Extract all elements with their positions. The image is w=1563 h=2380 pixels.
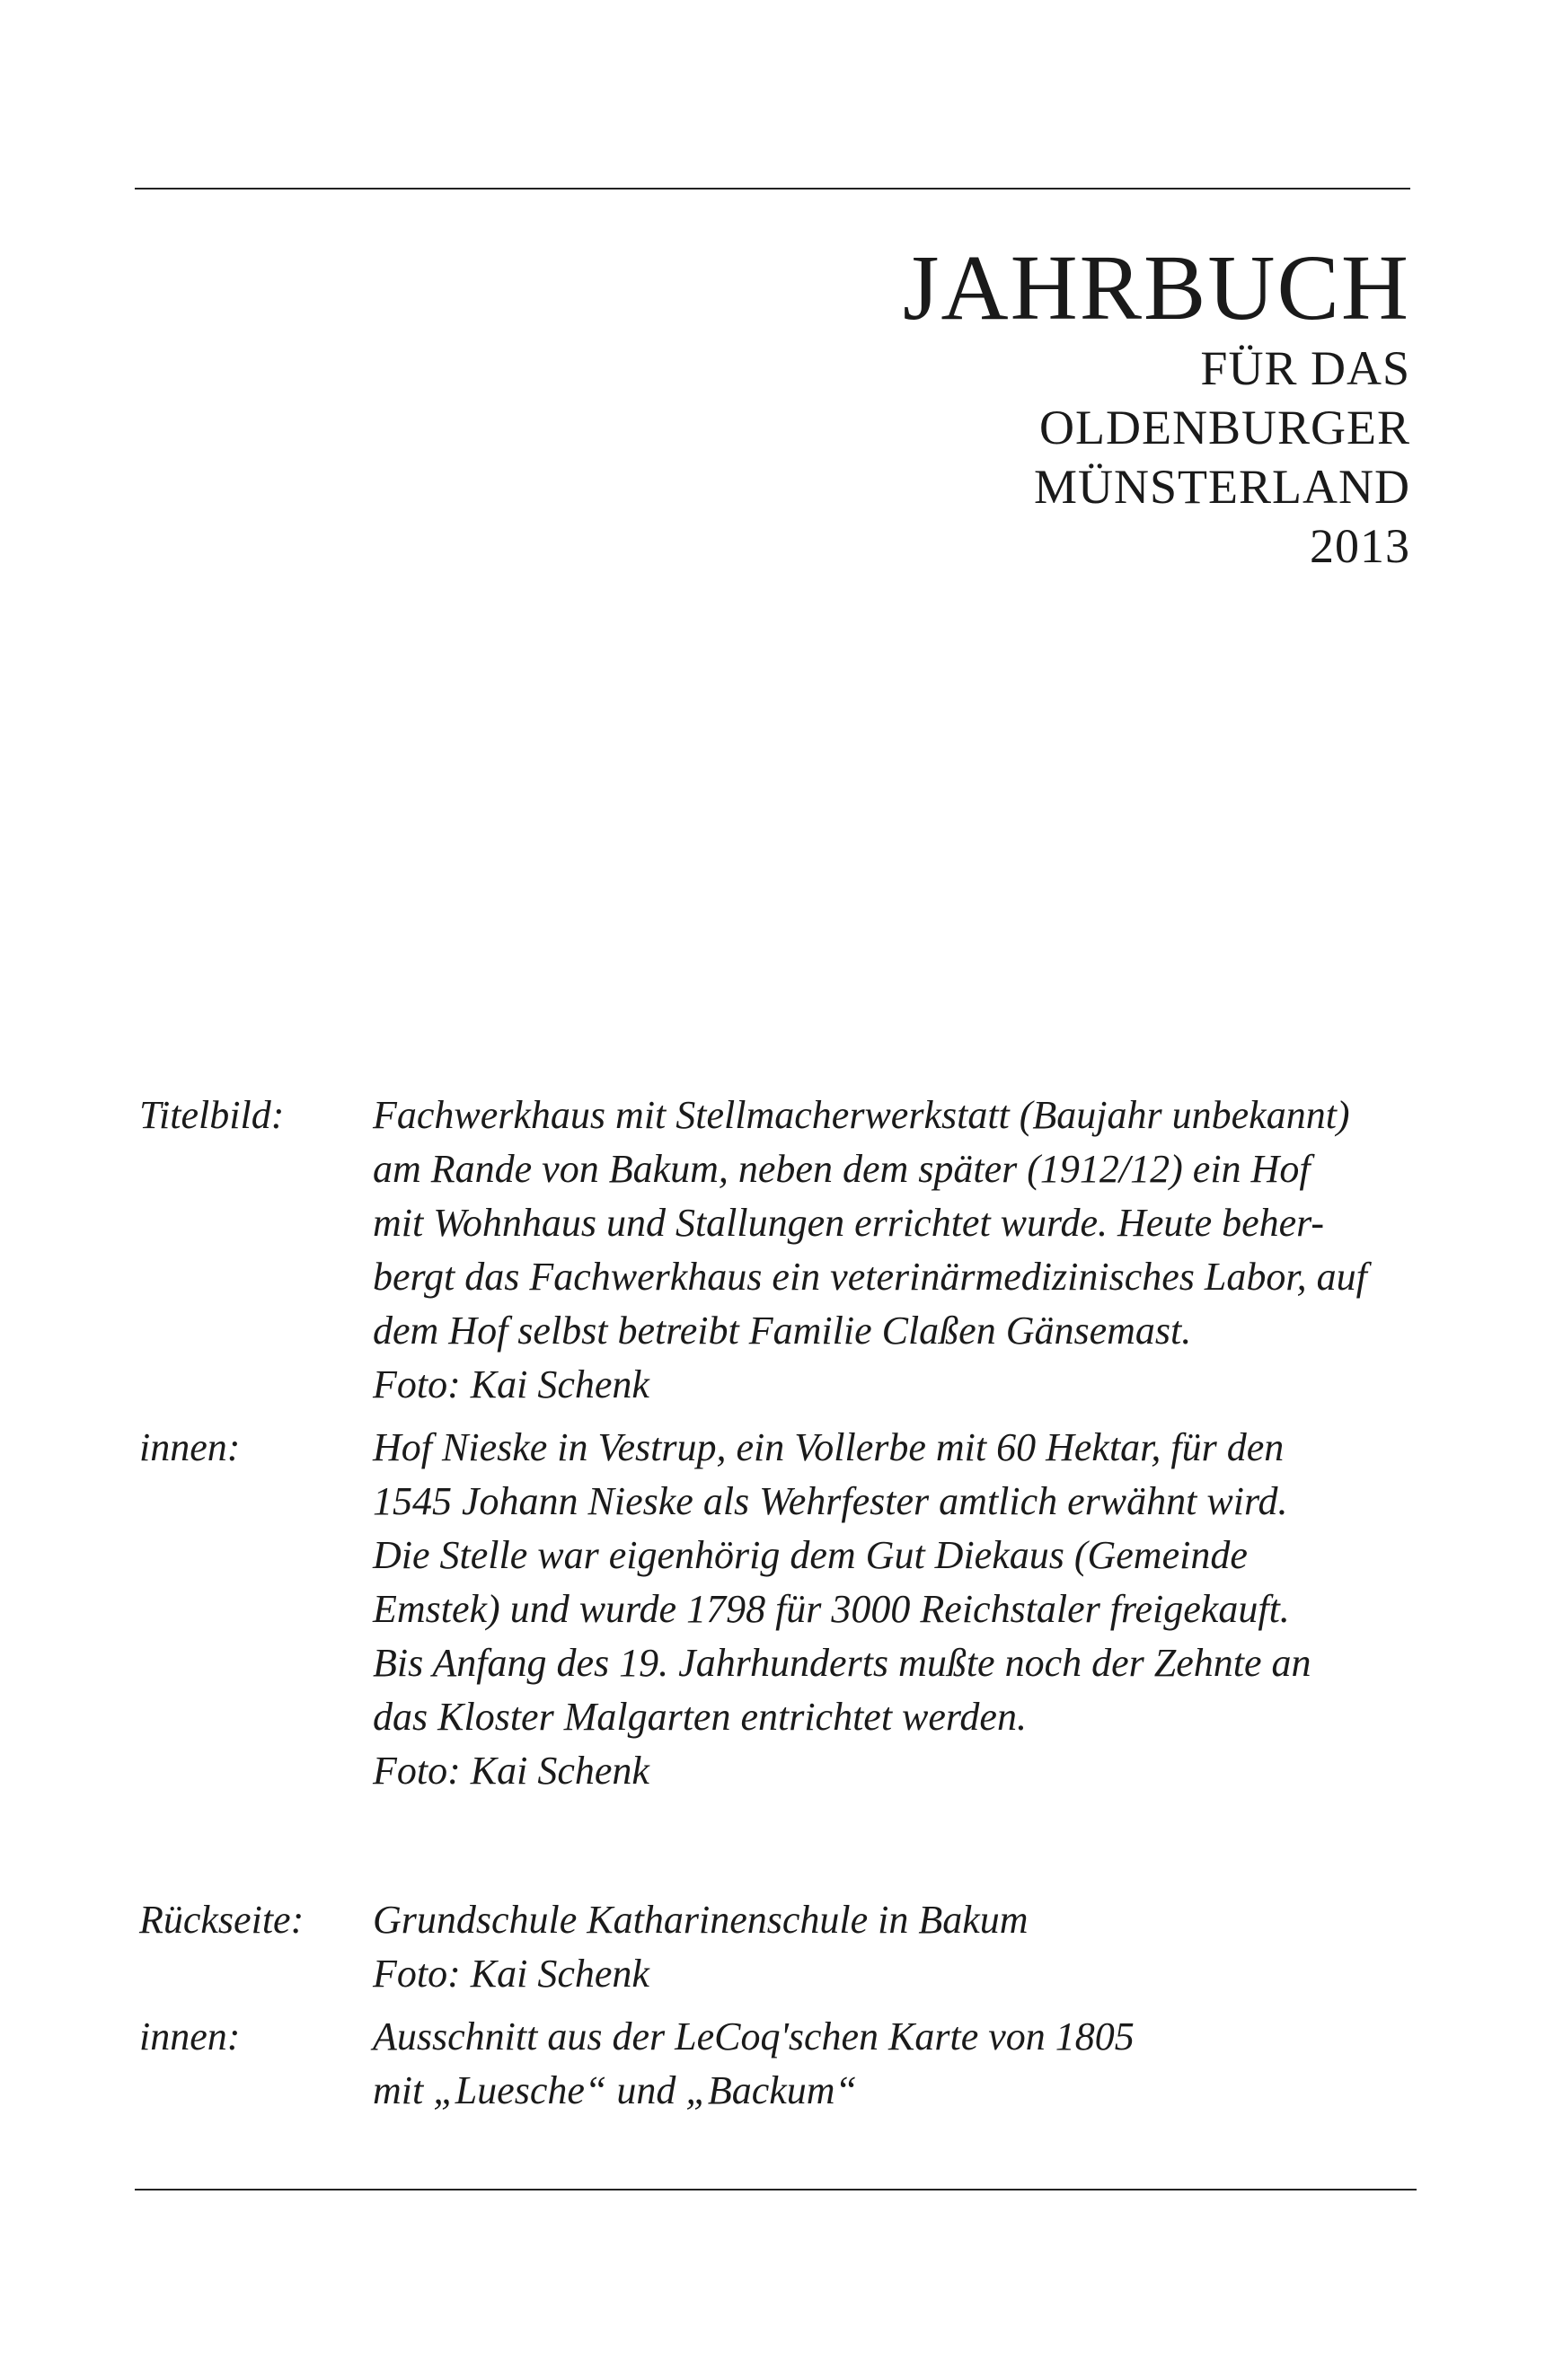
caption-line: das Kloster Malgarten entrichtet werden. (373, 1695, 1027, 1739)
caption-innen-back (139, 2010, 1433, 2127)
caption-line: Bis Anfang des 19. Jahrhunderts mußte noch der Zehnte an (373, 1641, 1311, 1685)
caption-line: mit Wohnhaus und Stallungen errichtet wurde. Heute beher- (373, 1201, 1325, 1245)
bottom-rule (135, 2189, 1417, 2190)
caption-line: mit „Luesche“ und „Backum“ (373, 2068, 857, 2112)
caption-line: am Rande von Bakum, neben dem später (1912/12) ein Hof (373, 1147, 1311, 1191)
caption-line: dem Hof selbst betreibt Familie Claßen Gänsemast. (373, 1309, 1192, 1353)
title-year: 2013 (1310, 519, 1410, 573)
caption-titelbild (139, 1089, 1433, 1421)
caption-text (373, 1893, 1563, 2001)
title-line-2: OLDENBURGER (1039, 401, 1410, 454)
title-main: JAHRBUCH (903, 236, 1410, 339)
caption-line: bergt das Fachwerkhaus ein veterinärmedizinisches Labor, auf (373, 1255, 1367, 1299)
caption-line: Grundschule Katharinenschule in Bakum (373, 1898, 1029, 1942)
caption-line: Foto: Kai Schenk (373, 1749, 649, 1793)
caption-label: Titelbild: (139, 1093, 285, 1137)
caption-line: Foto: Kai Schenk (373, 1952, 649, 1996)
caption-innen-front (139, 1421, 1433, 1807)
caption-rueckseite (139, 1893, 1433, 2010)
caption-line: 1545 Johann Nieske als Wehrfester amtlich erwähnt wird. (373, 1479, 1288, 1523)
title-line-3: MÜNSTERLAND (1033, 460, 1410, 514)
caption-label: Rückseite: (139, 1898, 305, 1942)
caption-line: Hof Nieske in Vestrup, ein Vollerbe mit 60 Hektar, für den (373, 1425, 1285, 1469)
caption-line: Fachwerkhaus mit Stellmacherwerkstatt (Baujahr unbekannt) (373, 1093, 1350, 1137)
caption-label: innen: (139, 2014, 241, 2058)
caption-line: Die Stelle war eigenhörig dem Gut Diekaus (Gemeinde (373, 1533, 1248, 1577)
title-line-1: FÜR DAS (1200, 341, 1410, 395)
caption-label: innen: (139, 1425, 241, 1469)
book-title (903, 238, 1410, 576)
caption-line: Emstek) und wurde 1798 für 3000 Reichstaler freigekauft. (373, 1587, 1290, 1631)
caption-line: Ausschnitt aus der LeCoq'schen Karte von 1805 (373, 2014, 1135, 2058)
caption-text (373, 1089, 1563, 1412)
top-rule (135, 188, 1410, 190)
caption-text (373, 1421, 1563, 1798)
caption-line: Foto: Kai Schenk (373, 1362, 649, 1406)
caption-text (373, 2010, 1563, 2118)
